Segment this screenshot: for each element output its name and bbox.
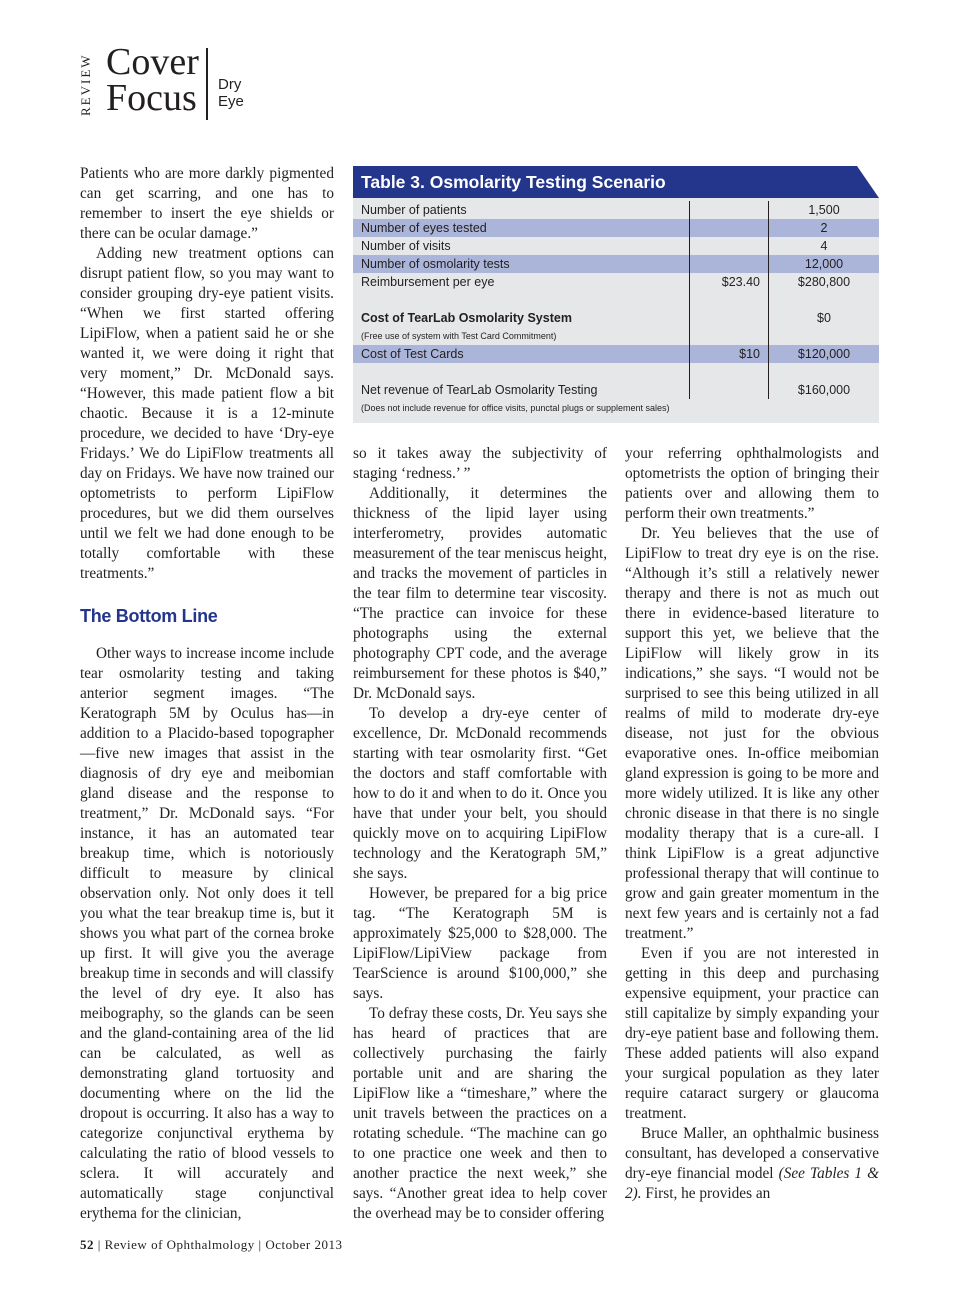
paragraph: Even if you are not interested in getting in this deep and purchasing expensive equipment, your practice can still capitalize by simply expanding your dry-eye patient base and following them. These added patients will also expand your surgical population as they later require cataract surgery or glaucoma treatment. bbox=[625, 945, 879, 1122]
row-label: Reimbursement per eye bbox=[361, 275, 495, 289]
row-label: Number of visits bbox=[361, 239, 451, 253]
table-row bbox=[353, 201, 879, 219]
osmolarity-table bbox=[353, 166, 879, 423]
row-label: Cost of Test Cards bbox=[361, 347, 464, 361]
table-row bbox=[353, 219, 879, 237]
paragraph: Patients who are more darkly pigmented can get scarring, and one has to remember to insert the eye shields or there can be ocular damage.” bbox=[80, 165, 334, 242]
row-mid: $10 bbox=[689, 345, 769, 363]
table-spacer bbox=[353, 291, 879, 309]
paragraph: To defray these costs, Dr. Yeu says she has heard of practices that are collectively purchasing the fairly portable unit and are sharing the LipiFlow like a “timeshare,” where the unit travels between the practices on a rotating schedule. “The machine can go to one practice one week and then to another practice the next week,” she says. “Another great idea to help cover the overhead may be to consider offering bbox=[353, 1005, 607, 1222]
paragraph: your referring ophthalmologists and optometrists the option of bringing their patients over and allowing them to perform their own treatments.” bbox=[625, 445, 879, 522]
cover-line: Cover bbox=[106, 41, 199, 83]
row-mid bbox=[689, 255, 769, 273]
row-value: 2 bbox=[820, 221, 828, 235]
footer-separator: | bbox=[97, 1237, 101, 1252]
paragraph: To develop a dry-eye center of excellence, Dr. McDonald recommends starting with tear osmolarity first. “Get the doctors and staff comfortable with how to do it and when to do it. Once you have that under your belt, you should quickly move on to acquiring LipiFlow technology and the Keratograph 5M,” she says. bbox=[353, 705, 607, 882]
row-note: (Does not include revenue for office visits, punctal plugs or supplement sales) bbox=[361, 403, 670, 413]
column-3 bbox=[625, 444, 879, 1204]
column-1 bbox=[80, 164, 334, 1224]
row-label: Net revenue of TearLab Osmolarity Testing bbox=[361, 383, 598, 397]
row-value: 4 bbox=[820, 239, 828, 253]
column-2 bbox=[353, 444, 607, 1224]
row-mid: $23.40 bbox=[689, 273, 769, 291]
table-row bbox=[353, 237, 879, 255]
table-note-row bbox=[353, 399, 879, 417]
table-row bbox=[353, 273, 879, 291]
row-mid bbox=[689, 381, 769, 399]
review-label: REVIEW bbox=[78, 53, 93, 117]
table-row bbox=[353, 345, 879, 363]
paragraph: Dr. Yeu believes that the use of LipiFlow to treat dry eye is on the rise. “Although it’s still a relatively newer therapy and there is not as much out there in evidence-based literature to support this yet, we believe that the LipiFlow will likely grow in its indications,” she says. “I would not be surprised to see this being utilized in all realms of mild to moderate dry-eye disease, not just for the obvious evaporative ones. In-office meibomian gland expression is going to be more and more widely utilized. It is like any other chronic disease in that there is no single modality therapy that is a cure-all. I think LipiFlow is a great adjunctive professional therapy that will continue to grow and gain greater momentum in the next few years and is certainly not a fad treatment.” bbox=[625, 525, 879, 942]
paragraph-text: First, he provides an bbox=[645, 1185, 771, 1202]
row-value: $0 bbox=[817, 311, 831, 325]
table-row bbox=[353, 381, 879, 399]
table-title: Table 3. Osmolarity Testing Scenario bbox=[353, 166, 879, 198]
page-footer bbox=[80, 1237, 343, 1253]
paragraph: Other ways to increase income include tear osmolarity testing and taking anterior segment images. “The Keratograph 5M by Oculus has—in addition to a Placido-based topographer—five new images that assist in the diagnosis of dry eye and meibomian gland disease and the response to treatment,” Dr. McDonald says. “For instance, it has an automated tear breakup time, which is notoriously difficult to measure by clinical observation only. Not only does it tell you what the tear breakup time is, but it shows you what part of the cornea broke up first. It will give you the average breakup time in seconds and will classify the level of dry eye. It also has meibography, so the glands can be seen and the gland-containing area of the lid can be calculated, as well as demonstrating gland tortuosity and documenting where on the lid the dropout is occurring. It also has a way to categorize conjunctival erythema by calculating the ratio of blood vessels to sclera. It will accurately and automatically stage conjunctival erythema for the clinician, bbox=[80, 645, 334, 1222]
row-label: Number of patients bbox=[361, 203, 467, 217]
paragraph bbox=[625, 1124, 879, 1204]
row-value: $160,000 bbox=[797, 383, 851, 397]
row-note: (Free use of system with Test Card Commitment) bbox=[361, 331, 557, 341]
table-reference: (See Tables 1 & 2). bbox=[625, 1165, 880, 1202]
header-divider bbox=[206, 48, 208, 120]
row-mid bbox=[689, 309, 769, 327]
section-heading: The Bottom Line bbox=[80, 606, 218, 626]
issue-date: October 2013 bbox=[265, 1237, 343, 1252]
paragraph: Additionally, it determines the thickness of the lipid layer using interferometry, provides automatic measurement of the tear meniscus height, and tracks the movement of particles in the tear film to determine tear viscosity. “The practice can invoice for these photographs using the external photography CPT code, and the average reimbursement for these photos is $40,” Dr. McDonald says. bbox=[353, 485, 608, 702]
row-mid bbox=[689, 237, 769, 255]
table-row bbox=[353, 309, 879, 327]
section-label: Dry Eye bbox=[218, 76, 244, 110]
footer-separator: | bbox=[258, 1237, 262, 1252]
row-mid bbox=[689, 201, 769, 219]
row-label: Number of osmolarity tests bbox=[361, 257, 510, 271]
table-spacer bbox=[353, 363, 879, 381]
cover-focus-title bbox=[106, 41, 199, 119]
row-value: $280,800 bbox=[797, 275, 851, 289]
table-note-row bbox=[353, 327, 879, 345]
page-number: 52 bbox=[80, 1237, 94, 1252]
row-mid bbox=[689, 219, 769, 237]
row-value: 1,500 bbox=[808, 203, 840, 217]
focus-line: Focus bbox=[106, 77, 197, 119]
table-row bbox=[353, 255, 879, 273]
row-value: 12,000 bbox=[804, 257, 844, 271]
row-value: $120,000 bbox=[797, 347, 851, 361]
paragraph-text: Bruce Maller, an ophthalmic business consultant, has developed a conservative dry-eye financial model bbox=[625, 1125, 879, 1182]
row-label: Cost of TearLab Osmolarity System bbox=[361, 311, 572, 325]
table-body bbox=[353, 198, 879, 423]
row-label: Number of eyes tested bbox=[361, 221, 487, 235]
publication-name: Review of Ophthalmology bbox=[104, 1237, 255, 1252]
paragraph: Adding new treatment options can disrupt patient flow, so you may want to consider grouping dry-eye patient visits. “When we first started offering LipiFlow, when a patient said he or she wanted it, we were doing it right that very moment,” Dr. McDonald says. “However, this made patient flow a bit chaotic. Because it is a 12-minute procedure, we decided to have ‘Dry-eye Fridays.’ We do LipiFlow treatments all day on Fridays. We have now trained our optometrists to perform LipiFlow procedures, but we did them ourselves until we felt we had done enough to be totally comfortable with these treatments.” bbox=[80, 245, 334, 582]
paragraph: However, be prepared for a big price tag. “The Keratograph 5M is approximately $25,000 to $28,000. The LipiFlow/LipiView package from TearScience is around $100,000,” she says. bbox=[353, 885, 607, 1002]
paragraph: so it takes away the subjectivity of staging ‘redness.’ ” bbox=[353, 445, 607, 482]
